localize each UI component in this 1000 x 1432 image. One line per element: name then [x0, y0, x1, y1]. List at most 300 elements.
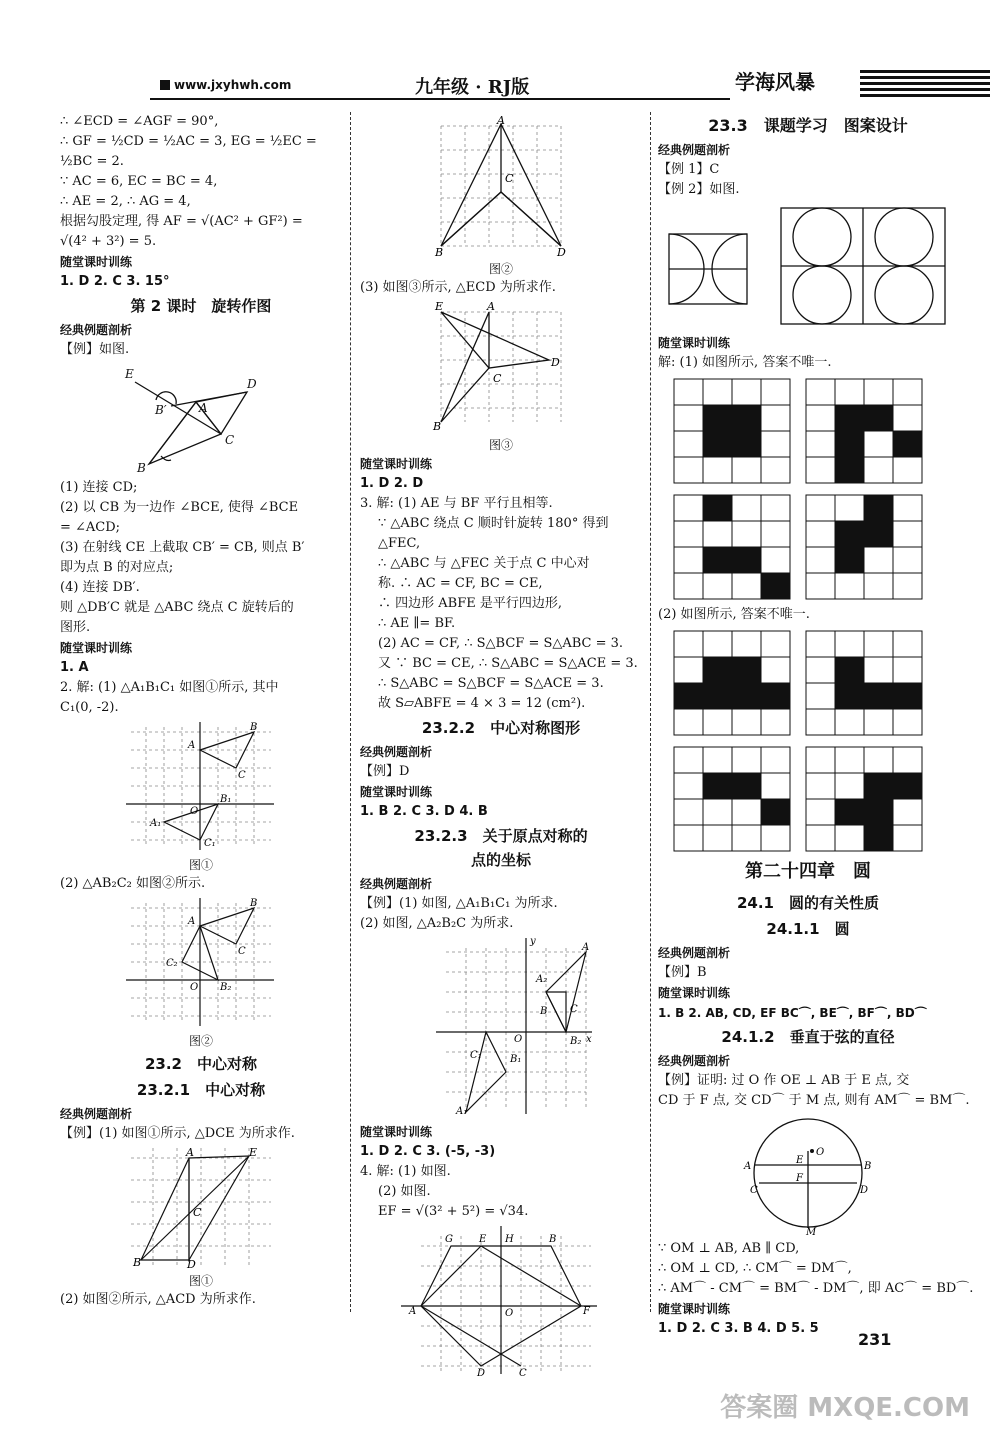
text-line: 【例 1】C	[658, 162, 720, 177]
figure-caption: 图①	[188, 858, 213, 872]
tile-cell	[806, 709, 835, 735]
text-line: 解: (1) 如图所示, 答案不唯一.	[658, 355, 832, 370]
answer-line: 1. B 2. C 3. D 4. B	[360, 804, 488, 819]
figure-caption: 图③	[488, 438, 513, 452]
tile-cell	[893, 405, 922, 431]
text-line: (2) 以 CB 为一边作 ∠BCE, 使得 ∠BCE	[60, 500, 299, 515]
svg-text:M: M	[806, 1227, 817, 1235]
svg-text:B₁: B₁	[510, 1054, 522, 1065]
tile-cell	[761, 683, 790, 709]
text-line: (2) AC = CF, ∴ S△BCF = S△ABC = 3.	[378, 636, 624, 651]
tile-cell	[893, 547, 922, 573]
tile-cell	[835, 631, 864, 657]
subsection-title: 24.1.2 垂直于弦的直径	[721, 1028, 895, 1046]
tile-cell	[761, 631, 790, 657]
section-label: 随堂课时训练	[658, 1302, 731, 1316]
tile-cell	[806, 825, 835, 851]
tile-cell	[732, 547, 761, 573]
tile-cell	[835, 521, 864, 547]
stripes-decoration	[860, 70, 990, 100]
text-line: (1) 连接 CD;	[60, 480, 138, 495]
tile-cell	[893, 773, 922, 799]
svg-text:B: B	[133, 1256, 142, 1268]
tile-cell	[806, 405, 835, 431]
tile-cell	[835, 405, 864, 431]
text-line: ∵ AC = 6, EC = BC = 4,	[60, 174, 218, 189]
coordinate-grid-figure-2	[126, 898, 276, 1028]
tile-cell	[835, 773, 864, 799]
tile-cell	[806, 379, 835, 405]
svg-text:F: F	[796, 1173, 803, 1184]
tile-cell	[732, 379, 761, 405]
section-label: 随堂课时训练	[360, 785, 433, 799]
tile-cell	[674, 457, 703, 483]
tile-cell	[806, 521, 835, 547]
svg-text:C: C	[238, 770, 246, 781]
text-line: 根据勾股定理, 得 AF = √(AC² + GF²) =	[60, 214, 303, 229]
tile-cell	[761, 825, 790, 851]
tile-cell	[864, 495, 893, 521]
text-line: = ∠ACD;	[60, 520, 121, 535]
svg-text:B′: B′	[155, 403, 167, 417]
tile-cell	[893, 747, 922, 773]
text-line: 【例】证明: 过 O 作 OE ⊥ AB 于 E 点, 交	[658, 1073, 910, 1088]
text-line: 【例】(1) 如图①所示, △DCE 为所求作.	[60, 1126, 295, 1141]
text-line: 图形.	[60, 620, 91, 635]
column-divider	[650, 112, 651, 1312]
figure-caption: 图①	[188, 1274, 213, 1288]
tile-cell	[674, 683, 703, 709]
brand-logo: 学海风暴	[735, 70, 815, 94]
svg-text:C₁: C₁	[204, 838, 216, 849]
tile-cell	[674, 521, 703, 547]
tile-cell	[864, 379, 893, 405]
tile-cell	[703, 521, 732, 547]
tile-cell	[674, 631, 703, 657]
tile-pattern	[672, 377, 792, 485]
svg-text:D: D	[551, 356, 560, 369]
svg-text:B: B	[250, 898, 258, 909]
svg-text:A: A	[199, 401, 208, 415]
tile-cell	[703, 709, 732, 735]
tile-cell	[703, 683, 732, 709]
tile-cell	[761, 431, 790, 457]
tile-cell	[864, 657, 893, 683]
tile-cell	[732, 773, 761, 799]
tile-cell	[703, 773, 732, 799]
tile-cell	[835, 431, 864, 457]
section-label: 经典例题剖析	[360, 745, 433, 759]
text-line: (2) △AB₂C₂ 如图②所示.	[60, 876, 206, 891]
origin-symmetry-grid	[406, 938, 596, 1118]
tile-cell	[806, 657, 835, 683]
tile-cell	[893, 457, 922, 483]
text-line: 2. 解: (1) △A₁B₁C₁ 如图①所示, 其中	[60, 680, 279, 695]
svg-text:C: C	[519, 1368, 527, 1376]
tile-cell	[806, 799, 835, 825]
tile-cell	[806, 747, 835, 773]
tile-cell	[893, 431, 922, 457]
svg-text:C: C	[193, 1206, 202, 1219]
tile-cell	[893, 521, 922, 547]
text-line: EF = √(3² + 5²) = √34.	[378, 1204, 529, 1219]
subsection-title: 23.2.1 中心对称	[136, 1081, 266, 1099]
tile-cell	[835, 683, 864, 709]
tile-cell	[864, 631, 893, 657]
text-line: ∴ GF = ½CD = ½AC = 3, EG = ½EC =	[60, 134, 317, 149]
subsection-title: 23.2.3 关于原点对称的	[414, 827, 588, 845]
text-line: ∴ S△ABC = S△BCF = S△ACE = 3.	[378, 676, 604, 691]
svg-text:C: C	[493, 372, 502, 385]
text-line: ∵ OM ⊥ AB, AB ∥ CD,	[658, 1241, 800, 1256]
section-label: 经典例题剖析	[658, 143, 731, 157]
tile-cell	[835, 747, 864, 773]
section-label: 经典例题剖析	[658, 1054, 731, 1068]
tile-cell	[703, 799, 732, 825]
tile-cell	[893, 495, 922, 521]
tile-cell	[761, 457, 790, 483]
header-rule	[150, 98, 730, 100]
tile-pattern	[804, 493, 924, 601]
svg-text:B: B	[435, 246, 444, 256]
tile-cell	[806, 457, 835, 483]
tile-cell	[806, 773, 835, 799]
tile-cell	[893, 631, 922, 657]
chapter-title: 第二十四章 圆	[745, 861, 871, 882]
text-line: √(4² + 3²) = 5.	[60, 234, 157, 249]
tile-cell	[761, 657, 790, 683]
text-line: 【例】B	[658, 965, 707, 980]
tile-cell	[674, 709, 703, 735]
section-label: 随堂课时训练	[60, 255, 133, 269]
tile-cell	[703, 405, 732, 431]
svg-text:x: x	[586, 1034, 592, 1045]
svg-text:A₁: A₁	[456, 1106, 468, 1117]
tile-cell	[864, 683, 893, 709]
text-line: ∵ △ABC 绕点 C 顺时针旋转 180° 得到	[378, 516, 609, 531]
tile-cell	[703, 747, 732, 773]
svg-text:C₂: C₂	[166, 958, 178, 969]
tile-cell	[835, 657, 864, 683]
figure-caption: 图②	[488, 262, 513, 276]
tile-cell	[864, 573, 893, 599]
tile-cell	[674, 825, 703, 851]
answer-line: 1. B 2. AB, CD, EF BC⌒, BE⌒, BF⌒, BD⌒	[658, 1006, 927, 1020]
tile-cell	[835, 825, 864, 851]
column-1	[60, 112, 342, 1310]
tile-cell	[732, 521, 761, 547]
text-line: 即为点 B 的对应点;	[60, 560, 174, 575]
tile-cell	[703, 547, 732, 573]
text-line: (2) 如图②所示, △ACD 为所求作.	[60, 1292, 256, 1307]
svg-text:H: H	[505, 1234, 514, 1245]
text-line: (2) 如图, △A₂B₂C 为所求.	[360, 916, 514, 931]
watermark-logo: 答案圈 MXQE.COM	[720, 1393, 970, 1423]
tile-cell	[674, 431, 703, 457]
rotation-figure-3	[431, 302, 571, 432]
tile-cell	[732, 573, 761, 599]
tile-cell	[835, 573, 864, 599]
text-line: ½BC = 2.	[60, 154, 124, 169]
kite-figure	[431, 116, 571, 256]
subsection-title: 点的坐标	[470, 851, 531, 869]
tile-pattern	[804, 629, 924, 737]
answer-line: 1. D 2. D	[360, 476, 424, 491]
tile-cell	[835, 547, 864, 573]
tile-cell	[761, 773, 790, 799]
pattern-design-figure	[663, 204, 953, 329]
svg-text:C: C	[750, 1185, 758, 1196]
svg-text:D: D	[557, 246, 566, 256]
tile-cell	[806, 431, 835, 457]
svg-text:O: O	[514, 1034, 523, 1045]
circle-chord-figure	[728, 1115, 888, 1235]
tile-cell	[674, 405, 703, 431]
text-line: 3. 解: (1) AE 与 BF 平行且相等.	[360, 496, 553, 511]
tile-cell	[864, 773, 893, 799]
svg-text:A: A	[188, 916, 196, 927]
text-line: (3) 在射线 CE 上截取 CB′ = CB, 则点 B′	[60, 540, 305, 555]
svg-text:C: C	[225, 433, 235, 447]
svg-text:B: B	[137, 461, 146, 474]
svg-text:y: y	[530, 938, 536, 947]
svg-text:C₁: C₁	[470, 1050, 482, 1061]
tile-cell	[703, 495, 732, 521]
tile-cell	[674, 773, 703, 799]
coordinate-grid-figure-1	[126, 722, 276, 852]
text-line: (4) 连接 DB′.	[60, 580, 140, 595]
text-line: 故 S▱ABFE = 4 × 3 = 12 (cm²).	[378, 696, 586, 711]
tile-cell	[806, 547, 835, 573]
tile-cell	[893, 825, 922, 851]
text-line: 又 ∵ BC = CE, ∴ S△ABC = S△ACE = 3.	[378, 656, 638, 671]
section-label: 经典例题剖析	[60, 323, 133, 337]
tile-cell	[761, 521, 790, 547]
tile-cell	[864, 431, 893, 457]
text-line: ∴ AE ∥= BF.	[378, 616, 456, 631]
svg-text:D: D	[860, 1185, 869, 1196]
tile-cell	[864, 547, 893, 573]
tile-cell	[893, 799, 922, 825]
tile-cell	[761, 747, 790, 773]
rotation-figure	[121, 364, 281, 474]
section-label: 随堂课时训练	[658, 336, 731, 350]
svg-text:A: A	[497, 116, 505, 127]
tile-cell	[732, 799, 761, 825]
svg-text:B: B	[250, 722, 258, 733]
svg-text:C: C	[505, 172, 514, 185]
svg-text:A₂: A₂	[536, 974, 548, 985]
svg-text:E: E	[435, 302, 444, 313]
tile-cell	[761, 573, 790, 599]
section-title: 24.1 圆的有关性质	[736, 894, 879, 912]
central-symmetry-figure	[131, 1148, 271, 1268]
page-header	[0, 0, 1000, 110]
svg-text:A: A	[409, 1306, 417, 1317]
svg-text:B: B	[540, 1006, 548, 1017]
svg-text:A: A	[582, 942, 590, 953]
tile-cell	[674, 495, 703, 521]
tile-cell	[835, 709, 864, 735]
svg-text:A: A	[188, 740, 196, 751]
tile-cell	[732, 657, 761, 683]
tile-pattern	[804, 745, 924, 853]
tile-cell	[761, 405, 790, 431]
tile-cell	[732, 709, 761, 735]
svg-text:O: O	[816, 1147, 825, 1158]
tile-cell	[864, 521, 893, 547]
tile-cell	[732, 631, 761, 657]
text-line: (3) 如图③所示, △ECD 为所求作.	[360, 280, 556, 295]
tile-cell	[893, 573, 922, 599]
svg-text:E: E	[249, 1148, 258, 1159]
tile-pattern	[672, 629, 792, 737]
tile-cell	[703, 457, 732, 483]
tile-cell	[732, 431, 761, 457]
section-title: 23.3 课题学习 图案设计	[708, 116, 908, 135]
tile-cell	[674, 657, 703, 683]
tile-cell	[761, 709, 790, 735]
text-line: 【例】如图.	[60, 342, 130, 357]
tile-cell	[761, 495, 790, 521]
svg-text:O: O	[505, 1308, 514, 1319]
tile-cell	[893, 379, 922, 405]
text-line: ∴ OM ⊥ CD, ∴ CM⌒ = DM⌒,	[658, 1261, 852, 1276]
svg-text:C: C	[238, 946, 246, 957]
section-label: 随堂课时训练	[60, 641, 133, 655]
svg-text:A: A	[744, 1161, 752, 1172]
figure-caption: 图②	[188, 1034, 213, 1048]
svg-text:E: E	[796, 1155, 804, 1166]
subsection-title: 23.2.2 中心对称图形	[421, 719, 581, 737]
tile-cell	[761, 547, 790, 573]
tile-cell	[835, 799, 864, 825]
section-label: 随堂课时训练	[658, 986, 731, 1000]
tile-cell	[732, 495, 761, 521]
tile-cell	[761, 799, 790, 825]
svg-text:D: D	[187, 1258, 196, 1268]
subsection-title: 24.1.1 圆	[766, 920, 850, 938]
tile-cell	[893, 683, 922, 709]
answer-line: 1. D 2. C 3. 15°	[60, 274, 170, 289]
tile-cell	[806, 495, 835, 521]
tile-cell	[674, 747, 703, 773]
answer-line: 1. A	[60, 660, 89, 675]
tile-cell	[806, 573, 835, 599]
svg-text:C: C	[570, 1004, 578, 1015]
page-number: 231	[858, 1330, 892, 1349]
text-line: 【例】D	[360, 764, 410, 779]
svg-text:D: D	[247, 377, 257, 391]
tile-cell	[835, 457, 864, 483]
lesson-title: 第 2 课时 旋转作图	[130, 297, 272, 315]
text-line: CD 于 F 点, 交 CD⌒ 于 M 点, 则有 AM⌒ = BM⌒.	[658, 1093, 970, 1108]
text-line: 【例 2】如图.	[658, 182, 740, 197]
section-label: 经典例题剖析	[658, 946, 731, 960]
text-line: △FEC,	[378, 536, 421, 551]
column-2	[360, 112, 642, 1380]
svg-text:D: D	[477, 1368, 486, 1376]
tile-cell	[806, 683, 835, 709]
tile-cell	[674, 799, 703, 825]
column-3	[658, 112, 974, 1339]
svg-text:O: O	[190, 806, 199, 817]
svg-text:G: G	[445, 1234, 453, 1245]
svg-text:O: O	[190, 982, 199, 993]
tile-cell	[893, 709, 922, 735]
tile-cell	[732, 405, 761, 431]
tile-cell	[732, 683, 761, 709]
square-icon	[160, 80, 170, 90]
svg-text:B₁: B₁	[220, 794, 232, 805]
text-line: ∴ ∠ECD = ∠AGF = 90°,	[60, 114, 219, 129]
site-url: www.jxyhwh.com	[160, 78, 291, 92]
text-line: ∴ AM⌒ - CM⌒ = BM⌒ - DM⌒, 即 AC⌒ = BD⌒.	[658, 1281, 974, 1296]
tile-cell	[732, 457, 761, 483]
tile-cell	[703, 631, 732, 657]
tile-cell	[703, 573, 732, 599]
text-line: 称. ∴ AC = CF, BC = CE,	[378, 576, 543, 591]
svg-text:B: B	[864, 1161, 872, 1172]
svg-text:B₂: B₂	[220, 982, 232, 993]
section-label: 经典例题剖析	[60, 1107, 133, 1121]
answer-line: 1. D 2. C 3. B 4. D 5. 5	[658, 1321, 819, 1336]
text-line: 【例】(1) 如图, △A₁B₁C₁ 为所求.	[360, 896, 558, 911]
tile-cell	[835, 495, 864, 521]
svg-text:F: F	[583, 1306, 590, 1317]
tile-pattern	[672, 745, 792, 853]
text-line: ∴ 四边形 ABFE 是平行四边形,	[378, 596, 562, 611]
tile-cell	[864, 825, 893, 851]
grade-label: 九年级 · RJ版	[415, 77, 530, 98]
tile-cell	[864, 747, 893, 773]
svg-text:E: E	[479, 1234, 487, 1245]
tile-cell	[864, 457, 893, 483]
svg-text:A: A	[487, 302, 495, 313]
svg-text:A₁: A₁	[150, 818, 162, 829]
section-label: 经典例题剖析	[360, 877, 433, 891]
tile-cell	[674, 379, 703, 405]
tile-cell	[703, 657, 732, 683]
tile-cell	[703, 379, 732, 405]
column-divider	[350, 112, 351, 1312]
tile-answers-2	[672, 629, 958, 853]
tile-cell	[703, 825, 732, 851]
tile-cell	[864, 405, 893, 431]
tile-cell	[761, 379, 790, 405]
svg-text:B: B	[433, 420, 442, 432]
svg-text:E: E	[125, 367, 134, 381]
tile-answers-1	[672, 377, 958, 601]
tile-cell	[806, 631, 835, 657]
answer-line: 1. D 2. C 3. (-5, -3)	[360, 1144, 496, 1159]
text-line: ∴ △ABC 与 △FEC 关于点 C 中心对	[378, 556, 590, 571]
text-line: (2) 如图.	[378, 1184, 431, 1199]
section-title: 23.2 中心对称	[144, 1055, 257, 1073]
tile-cell	[864, 799, 893, 825]
tile-cell	[732, 747, 761, 773]
text-line: 4. 解: (1) 如图.	[360, 1164, 451, 1179]
tile-cell	[732, 825, 761, 851]
section-label: 随堂课时训练	[360, 457, 433, 471]
tile-cell	[893, 657, 922, 683]
text-line: (2) 如图所示, 答案不唯一.	[658, 607, 810, 622]
tile-pattern	[672, 493, 792, 601]
text-line: 则 △DB′C 就是 △ABC 绕点 C 旋转后的	[60, 600, 294, 615]
text-line: C₁(0, -2).	[60, 700, 119, 715]
coordinate-figure-ef	[401, 1226, 601, 1376]
tile-pattern	[804, 377, 924, 485]
